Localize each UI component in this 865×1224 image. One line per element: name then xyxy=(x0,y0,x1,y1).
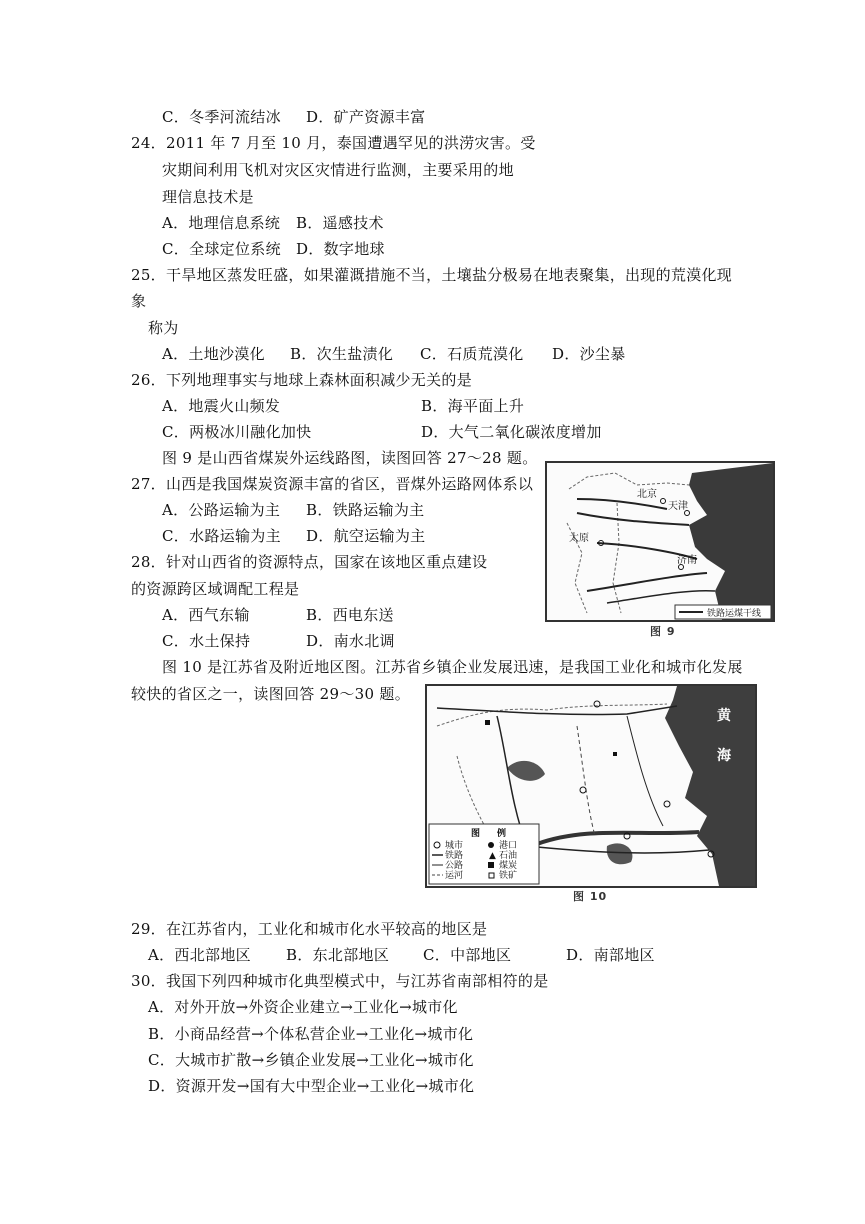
q28-stem-line1: 28．针对山西省的资源特点，国家在该地区重点建设 xyxy=(131,553,488,571)
q24-stem-line1: 24．2011 年 7 月至 10 月，泰国遭遇罕见的洪涝灾害。受 xyxy=(131,134,536,152)
legend-oil-label: 石油 xyxy=(499,851,518,861)
q23-option-c: C．冬季河流结冰 xyxy=(162,108,281,126)
q26-option-d: D．大气二氧化碳浓度增加 xyxy=(421,423,602,441)
q30-option-d: D．资源开发→国有大中型企业→工业化→城市化 xyxy=(148,1077,475,1095)
q27-option-a: A．公路运输为主 xyxy=(162,501,281,519)
q27-option-c: C．水路运输为主 xyxy=(162,527,281,545)
province-boundary xyxy=(437,704,667,726)
q25-stem-line2: 象 xyxy=(131,292,147,310)
hongze-lake xyxy=(507,761,545,781)
figure10-map-drawing xyxy=(427,686,755,886)
legend-canal-label: 运河 xyxy=(445,871,464,881)
legend-port-label: 港口 xyxy=(499,841,518,851)
tianjin-label: 天津 xyxy=(668,501,688,512)
q27-option-b: B．铁路运输为主 xyxy=(306,501,425,519)
q24-option-a: A．地理信息系统 xyxy=(162,214,281,232)
q25-stem-line3: 称为 xyxy=(148,319,179,337)
figure10-caption: 图 10 xyxy=(573,890,608,903)
figure10-intro-line1: 图 10 是江苏省及附近地区图。江苏省乡镇企业发展迅速，是我国工业化和城市化发展 xyxy=(162,658,743,676)
q25-option-a: A．土地沙漠化 xyxy=(162,345,265,363)
q26-option-a: A．地震火山频发 xyxy=(162,397,281,415)
sea-label-1: 黄 xyxy=(717,708,731,724)
jinan-label: 济南 xyxy=(677,555,697,566)
figure9-legend-label: 铁路运煤干线 xyxy=(707,609,762,619)
q28-option-d: D．南水北调 xyxy=(306,632,395,650)
q27-stem: 27．山西是我国煤炭资源丰富的省区，晋煤外运路网体系以 xyxy=(131,475,534,493)
figure10-intro-line2: 较快的省区之一，读图回答 29～30 题。 xyxy=(131,685,411,703)
q29-option-d: D．南部地区 xyxy=(566,946,655,964)
legend-coal-label: 煤炭 xyxy=(499,861,518,871)
q29-option-a: A．西北部地区 xyxy=(148,946,251,964)
legend-oil-symbol: ▲ xyxy=(489,851,496,861)
q28-option-c: C．水土保持 xyxy=(162,632,251,650)
legend-railway-label: 铁路 xyxy=(445,851,464,861)
figure9-caption: 图 9 xyxy=(650,625,676,638)
railway-line xyxy=(437,706,677,715)
q26-option-b: B．海平面上升 xyxy=(421,397,525,415)
q25-option-c: C．石质荒漠化 xyxy=(420,345,524,363)
beijing-marker xyxy=(661,499,666,504)
legend-coal-symbol xyxy=(488,862,494,868)
q30-option-a: A．对外开放→外资企业建立→工业化→城市化 xyxy=(148,998,458,1016)
legend-title-1: 图 xyxy=(471,829,481,839)
q29-stem: 29．在江苏省内，工业化和城市化水平较高的地区是 xyxy=(131,920,488,938)
yellow-sea-area xyxy=(665,686,755,886)
city-marker xyxy=(580,787,586,793)
q24-option-c: C．全球定位系统 xyxy=(162,240,281,258)
beijing-label: 北京 xyxy=(637,489,657,500)
coal-railway-line xyxy=(607,591,715,603)
coal-marker xyxy=(485,720,490,725)
grand-canal xyxy=(577,726,595,836)
figure10-jiangsu-map xyxy=(425,684,757,888)
q25-stem-line1: 25．干旱地区蒸发旺盛，如果灌溉措施不当，土壤盐分极易在地表聚集，出现的荒漠化现 xyxy=(131,266,733,284)
coal-railway-line xyxy=(577,513,689,525)
q29-option-b: B．东北部地区 xyxy=(286,946,390,964)
legend-city-label: 城市 xyxy=(445,841,464,851)
q24-option-d: D．数字地球 xyxy=(296,240,385,258)
figure9-shanxi-coal-map xyxy=(545,461,775,622)
coal-railway-line xyxy=(577,499,667,509)
city-marker xyxy=(664,801,670,807)
q25-option-d: D．沙尘暴 xyxy=(552,345,626,363)
q25-option-b: B．次生盐渍化 xyxy=(290,345,394,363)
coal-railway-line xyxy=(587,573,707,591)
highway-line xyxy=(627,716,663,826)
q28-stem-line2: 的资源跨区域调配工程是 xyxy=(131,580,300,598)
q29-option-c: C．中部地区 xyxy=(423,946,512,964)
iron-marker xyxy=(613,752,617,756)
legend-title-2: 例 xyxy=(497,829,507,839)
q24-option-b: B．遥感技术 xyxy=(296,214,384,232)
figure9-intro: 图 9 是山西省煤炭外运线路图，读图回答 27～28 题。 xyxy=(162,449,538,467)
q30-stem: 30．我国下列四种城市化典型模式中，与江苏省南部相符的是 xyxy=(131,972,549,990)
q27-option-d: D．航空运输为主 xyxy=(306,527,426,545)
q30-option-b: B．小商品经营→个体私营企业→工业化→城市化 xyxy=(148,1025,474,1043)
legend-road-label: 公路 xyxy=(445,861,464,871)
q28-option-b: B．西电东送 xyxy=(306,606,394,624)
bohai-sea-area xyxy=(689,463,773,620)
q23-option-d: D．矿产资源丰富 xyxy=(306,108,426,126)
q24-stem-line2: 灾期间利用飞机对灾区灾情进行监测，主要采用的地 xyxy=(162,161,514,179)
q26-option-c: C．两极冰川融化加快 xyxy=(162,423,312,441)
taihu-lake xyxy=(607,843,633,864)
q30-option-c: C．大城市扩散→乡镇企业发展→工业化→城市化 xyxy=(148,1051,474,1069)
figure9-map-drawing xyxy=(547,463,773,620)
sea-label-2: 海 xyxy=(717,748,731,764)
legend-port-symbol xyxy=(488,842,494,848)
province-boundary xyxy=(569,473,689,489)
q26-stem: 26．下列地理事实与地球上森林面积减少无关的是 xyxy=(131,371,472,389)
legend-iron-label: 铁矿 xyxy=(499,871,518,881)
q24-stem-line3: 理信息技术是 xyxy=(162,188,254,206)
yangtze-river xyxy=(537,832,699,844)
q28-option-a: A．西气东输 xyxy=(162,606,250,624)
taiyuan-label: 太原 xyxy=(569,533,589,544)
